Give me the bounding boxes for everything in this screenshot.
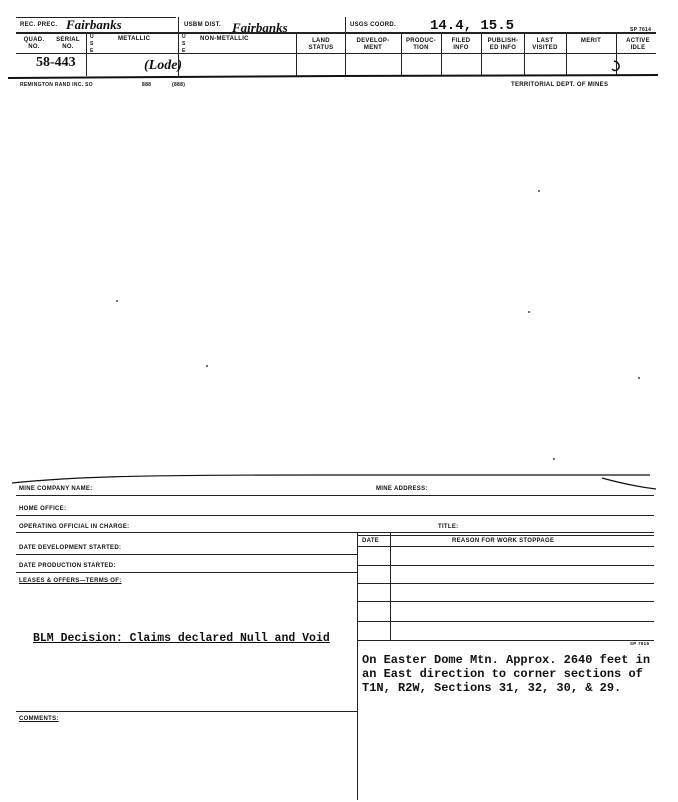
filed-info-label: FILED INFO bbox=[451, 38, 471, 51]
usbm-dist-label: USBM DIST. bbox=[184, 22, 222, 28]
reason-col-label: REASON FOR WORK STOPPAGE bbox=[452, 538, 555, 544]
metallic-label: METALLIC bbox=[118, 36, 151, 42]
active-idle-label: ACTIVE IDLE bbox=[626, 38, 650, 51]
leases-label: LEASES & OFFERS—TERMS OF: bbox=[19, 578, 122, 584]
department-label: TERRITORIAL DEPT. OF MINES bbox=[511, 82, 609, 88]
usgs-coord-value: 14.4, 15.5 bbox=[430, 18, 515, 34]
location-note: On Easter Dome Mtn. Approx. 2640 feet in an East direction to corner sections of T1N, R2W, Sections 31, 32, 30, & 29. bbox=[362, 653, 651, 695]
scan-speck bbox=[528, 311, 530, 313]
usgs-coord-label: USGS COORD. bbox=[350, 22, 396, 28]
mine-address-label: MINE ADDRESS: bbox=[376, 486, 428, 492]
scan-speck bbox=[206, 365, 208, 367]
card-bottom-edge bbox=[8, 68, 658, 82]
nonmetallic-label: NON-METALLIC bbox=[200, 36, 249, 42]
published-info-label: PUBLISH- ED INFO bbox=[487, 38, 519, 51]
title-label: TITLE: bbox=[438, 524, 459, 530]
form-number-2: SP 7615 bbox=[630, 641, 650, 646]
scan-speck bbox=[638, 377, 640, 379]
home-office-label: HOME OFFICE: bbox=[19, 506, 67, 512]
card-top-edge bbox=[10, 463, 660, 493]
date-development-label: DATE DEVELOPMENT STARTED: bbox=[19, 545, 122, 551]
quad-serial-value: 58-443 bbox=[36, 55, 76, 70]
scan-speck bbox=[116, 300, 118, 302]
usbm-dist-value: Fairbanks bbox=[232, 20, 288, 35]
rec-prec-label: REC. PREC. bbox=[20, 22, 58, 28]
blm-decision-text: BLM Decision: Claims declared Null and Void bbox=[33, 632, 330, 645]
serial-label: SERIAL NO. bbox=[56, 37, 80, 50]
metallic-value: (Lode) bbox=[144, 58, 183, 73]
mine-company-label: MINE COMPANY NAME: bbox=[19, 486, 93, 492]
printer-code-2: (888) bbox=[172, 82, 186, 88]
quad-label: QUAD. NO. bbox=[23, 37, 45, 50]
land-status-label: LAND STATUS bbox=[308, 38, 334, 51]
production-label: PRODUC- TION bbox=[405, 38, 437, 51]
last-visited-label: LAST VISITED bbox=[532, 38, 558, 51]
merit-label: MERIT bbox=[580, 38, 602, 44]
date-production-label: DATE PRODUCTION STARTED: bbox=[19, 563, 116, 569]
date-col-label: DATE bbox=[362, 538, 380, 544]
printer-code-1: 888 bbox=[142, 82, 152, 88]
form-number: SP 7614 bbox=[630, 27, 652, 33]
use-label: U S E bbox=[90, 34, 94, 54]
use-label-2: U S E bbox=[182, 34, 186, 54]
rec-prec-value: Fairbanks bbox=[66, 17, 122, 32]
comments-label: COMMENTS: bbox=[19, 716, 59, 722]
development-label: DEVELOP- MENT bbox=[356, 38, 390, 51]
scan-speck bbox=[538, 190, 540, 192]
operating-official-label: OPERATING OFFICIAL IN CHARGE: bbox=[19, 524, 130, 530]
scan-speck bbox=[553, 458, 555, 460]
printer-note: REMINGTON RAND INC. SO bbox=[20, 82, 93, 88]
